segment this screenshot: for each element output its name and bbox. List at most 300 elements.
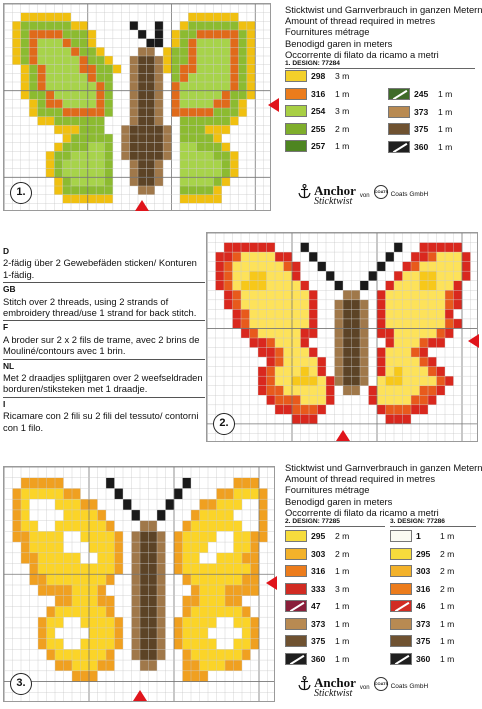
- stitch-cell: [213, 39, 221, 48]
- stitch-cell: [149, 606, 158, 617]
- thread-row: [285, 616, 359, 632]
- stitch-cell: [230, 21, 238, 30]
- stitch-cell: [130, 169, 138, 178]
- stitch-cell: [29, 82, 37, 91]
- stitch-cell: [222, 39, 230, 48]
- stitch-cell: [138, 160, 146, 169]
- stitch-cell: [72, 510, 81, 521]
- stitch-cell: [188, 30, 196, 39]
- stitch-cell: [217, 531, 226, 542]
- stitch-cell: [437, 252, 446, 262]
- stitch-cell: [105, 186, 113, 195]
- stitch-cell: [21, 542, 30, 553]
- stitch-cell: [309, 405, 318, 415]
- stitch-cell: [55, 521, 64, 532]
- stitch-cell: [55, 649, 64, 660]
- stitch-cell: [155, 21, 163, 30]
- thread-swatch: [390, 618, 412, 630]
- stitch-cell: [420, 243, 429, 253]
- stitch-cell: [267, 281, 276, 291]
- stitch-cell: [394, 271, 403, 281]
- stitch-cell: [54, 82, 62, 91]
- stitch-cell: [81, 521, 90, 532]
- stitch-cell: [72, 499, 81, 510]
- stitch-cell: [200, 574, 209, 585]
- backstitch-mark: [290, 602, 304, 612]
- stitch-cell: [258, 243, 267, 253]
- stitch-cell: [200, 617, 209, 628]
- stitch-cell: [437, 309, 446, 319]
- stitch-cell: [386, 252, 395, 262]
- stitch-cell: [360, 300, 369, 310]
- stitch-cell: [222, 151, 230, 160]
- stitch-cell: [157, 596, 166, 607]
- stitch-cell: [163, 151, 171, 160]
- stitch-cell: [309, 357, 318, 367]
- stitch-cell: [200, 660, 209, 671]
- stitch-cell: [64, 574, 73, 585]
- stitch-cell: [454, 271, 463, 281]
- stitch-cell: [21, 39, 29, 48]
- stitch-cell: [318, 386, 327, 396]
- stitch-cell: [105, 108, 113, 117]
- stitch-cell: [197, 91, 205, 100]
- stitch-cell: [222, 13, 230, 22]
- stitch-cell: [445, 300, 454, 310]
- stitch-cell: [63, 125, 71, 134]
- stitch-cell: [205, 186, 213, 195]
- stitch-cell: [115, 553, 124, 564]
- stitch-cell: [403, 395, 412, 405]
- stitch-cell: [71, 21, 79, 30]
- stitch-cell: [239, 47, 247, 56]
- stitch-cell: [343, 376, 352, 386]
- stitch-cell: [146, 108, 154, 117]
- stitch-cell: [71, 186, 79, 195]
- stitch-cell: [29, 65, 37, 74]
- stitch-cell: [63, 91, 71, 100]
- stitch-cell: [420, 319, 429, 329]
- stitch-cell: [234, 585, 243, 596]
- stitch-cell: [403, 290, 412, 300]
- stitch-cell: [96, 169, 104, 178]
- stitch-cell: [428, 290, 437, 300]
- stitch-cell: [217, 639, 226, 650]
- stitch-cell: [183, 553, 192, 564]
- stitch-cell: [54, 160, 62, 169]
- stitch-cell: [242, 564, 251, 575]
- stitch-cell: [454, 262, 463, 272]
- stitch-cell: [71, 39, 79, 48]
- stitch-cell: [217, 521, 226, 532]
- stitch-cell: [259, 499, 268, 510]
- stitch-cell: [258, 309, 267, 319]
- stitch-cell: [72, 564, 81, 575]
- stitch-cell: [275, 367, 284, 377]
- stitch-cell: [343, 309, 352, 319]
- thread-length: 2 m: [335, 531, 350, 541]
- stitch-cell: [47, 574, 56, 585]
- stitch-cell: [411, 348, 420, 358]
- stitch-cell: [146, 143, 154, 152]
- stitch-cell: [197, 82, 205, 91]
- thread-swatch: [390, 635, 412, 647]
- stitch-cell: [213, 91, 221, 100]
- stitch-cell: [13, 510, 22, 521]
- stitch-cell: [183, 628, 192, 639]
- stitch-cell: [309, 319, 318, 329]
- stitch-cell: [250, 309, 259, 319]
- stitch-cell: [343, 319, 352, 329]
- stitch-cell: [292, 357, 301, 367]
- center-marker-2-bottom: [336, 430, 350, 441]
- thread-swatch: [388, 106, 410, 118]
- stitch-cell: [64, 617, 73, 628]
- thread-swatch: [390, 548, 412, 560]
- stitch-cell: [132, 617, 141, 628]
- stitch-cell: [54, 125, 62, 134]
- stitch-cell: [239, 30, 247, 39]
- center-marker-3-right: [266, 576, 277, 590]
- stitch-cell: [284, 252, 293, 262]
- stitch-cell: [309, 395, 318, 405]
- stitch-cell: [71, 82, 79, 91]
- stitch-cell: [217, 628, 226, 639]
- stitch-cell: [437, 328, 446, 338]
- stitch-cell: [106, 542, 115, 553]
- stitch-cell: [386, 357, 395, 367]
- stitch-cell: [140, 660, 149, 671]
- stitch-cell: [200, 521, 209, 532]
- stitch-cell: [21, 56, 29, 65]
- stitch-cell: [394, 338, 403, 348]
- stitch-cell: [250, 319, 259, 329]
- stitch-cell: [205, 73, 213, 82]
- thread-row: [285, 138, 359, 154]
- stitch-cell: [188, 186, 196, 195]
- stitch-cell: [105, 73, 113, 82]
- stitch-cell: [180, 151, 188, 160]
- stitch-cell: [106, 574, 115, 585]
- thread-swatch: [285, 653, 307, 665]
- stitch-cell: [38, 73, 46, 82]
- stitch-cell: [155, 134, 163, 143]
- stitch-cell: [155, 160, 163, 169]
- stitch-cell: [132, 531, 141, 542]
- stitch-cell: [200, 639, 209, 650]
- stitch-cell: [222, 143, 230, 152]
- stitch-cell: [428, 328, 437, 338]
- stitch-cell: [386, 367, 395, 377]
- stitch-cell: [140, 521, 149, 532]
- stitch-cell: [445, 319, 454, 329]
- stitch-cell: [292, 262, 301, 272]
- stitch-cell: [301, 367, 310, 377]
- stitch-cell: [247, 21, 255, 30]
- stitch-cell: [157, 639, 166, 650]
- stitch-cell: [386, 319, 395, 329]
- stitch-cell: [106, 596, 115, 607]
- stitch-cell: [72, 660, 81, 671]
- stitch-cell: [428, 395, 437, 405]
- stitch-cell: [79, 134, 87, 143]
- stitch-cell: [222, 65, 230, 74]
- stitch-cell: [309, 386, 318, 396]
- stitch-cell: [98, 606, 107, 617]
- stitch-cell: [301, 414, 310, 424]
- stitch-cell: [437, 386, 446, 396]
- stitch-cell: [250, 262, 259, 272]
- stitch-cell: [251, 564, 260, 575]
- stitch-cell: [55, 596, 64, 607]
- stitch-cell: [225, 660, 234, 671]
- stitch-cell: [146, 56, 154, 65]
- stitch-cell: [21, 499, 30, 510]
- stitch-cell: [411, 262, 420, 272]
- stitch-cell: [157, 628, 166, 639]
- stitch-cell: [64, 585, 73, 596]
- stitch-cell: [213, 65, 221, 74]
- stitch-cell: [301, 386, 310, 396]
- stitch-cell: [403, 281, 412, 291]
- stitch-cell: [292, 328, 301, 338]
- stitch-cell: [64, 639, 73, 650]
- stitch-cell: [13, 488, 22, 499]
- stitch-cell: [247, 91, 255, 100]
- stitch-cell: [149, 531, 158, 542]
- stitch-cell: [360, 319, 369, 329]
- stitch-cell: [89, 606, 98, 617]
- stitch-cell: [428, 300, 437, 310]
- stitch-cell: [222, 21, 230, 30]
- stitch-cell: [71, 65, 79, 74]
- stitch-cell: [149, 553, 158, 564]
- stitch-cell: [420, 348, 429, 358]
- stitch-cell: [301, 300, 310, 310]
- stitch-cell: [377, 367, 386, 377]
- stitch-cell: [301, 290, 310, 300]
- stitch-cell: [130, 108, 138, 117]
- stitch-cell: [188, 177, 196, 186]
- stitch-cell: [63, 117, 71, 126]
- stitch-cell: [394, 309, 403, 319]
- thread-swatch: [285, 105, 307, 117]
- stitch-cell: [377, 357, 386, 367]
- stitch-cell: [72, 521, 81, 532]
- stitch-cell: [284, 338, 293, 348]
- stitch-cell: [47, 628, 56, 639]
- stitch-cell: [146, 160, 154, 169]
- stitch-cell: [46, 169, 54, 178]
- stitch-cell: [54, 13, 62, 22]
- stitch-cell: [197, 47, 205, 56]
- design-2-label: 2. DESIGN: 77285: [285, 518, 385, 527]
- stitch-cell: [222, 82, 230, 91]
- stitch-cell: [89, 542, 98, 553]
- stitch-cell: [197, 108, 205, 117]
- stitch-cell: [241, 309, 250, 319]
- stitch-cell: [208, 521, 217, 532]
- thread-swatch: [285, 600, 307, 612]
- chart-3-grid: [4, 467, 275, 702]
- stitch-cell: [200, 596, 209, 607]
- stitch-cell: [394, 376, 403, 386]
- stitch-cell: [301, 319, 310, 329]
- stitch-cell: [55, 542, 64, 553]
- stitch-cell: [258, 281, 267, 291]
- stitch-cell: [105, 143, 113, 152]
- stitch-cell: [146, 65, 154, 74]
- stitch-cell: [98, 585, 107, 596]
- stitch-cell: [38, 531, 47, 542]
- stitch-cell: [205, 39, 213, 48]
- stitch-cell: [428, 252, 437, 262]
- stitch-cell: [377, 405, 386, 415]
- center-marker-1-bottom: [135, 200, 149, 211]
- stitch-cell: [174, 628, 183, 639]
- stitch-cell: [259, 488, 268, 499]
- stitch-cell: [106, 649, 115, 660]
- stitch-cell: [113, 65, 121, 74]
- stitch-cell: [343, 300, 352, 310]
- stitch-cell: [428, 338, 437, 348]
- stitch-cell: [335, 281, 344, 291]
- stitch-cell: [155, 65, 163, 74]
- stitch-cell: [222, 99, 230, 108]
- stitch-cell: [205, 134, 213, 143]
- stitch-cell: [146, 117, 154, 126]
- stitch-cell: [241, 319, 250, 329]
- stitch-cell: [174, 617, 183, 628]
- stitch-cell: [71, 134, 79, 143]
- stitch-cell: [241, 281, 250, 291]
- stitch-cell: [205, 177, 213, 186]
- stitch-cell: [183, 606, 192, 617]
- stitch-cell: [267, 252, 276, 262]
- stitch-cell: [38, 617, 47, 628]
- stitch-cell: [208, 628, 217, 639]
- stitch-cell: [146, 169, 154, 178]
- stitch-cell: [63, 160, 71, 169]
- stitch-cell: [343, 386, 352, 396]
- stitch-cell: [55, 660, 64, 671]
- stitch-cell: [88, 186, 96, 195]
- stitch-cell: [445, 376, 454, 386]
- stitch-cell: [172, 82, 180, 91]
- stitch-cell: [180, 160, 188, 169]
- stitch-cell: [12, 47, 20, 56]
- thread-length: 3 m: [335, 71, 350, 81]
- stitch-cell: [188, 151, 196, 160]
- stitch-cell: [38, 488, 47, 499]
- stitch-cell: [267, 376, 276, 386]
- stitch-cell: [55, 639, 64, 650]
- stitch-cell: [183, 478, 192, 489]
- stitch-cell: [115, 542, 124, 553]
- stitch-cell: [115, 628, 124, 639]
- thread-code: 245: [414, 89, 429, 99]
- stitch-cell: [180, 82, 188, 91]
- stitch-cell: [138, 177, 146, 186]
- stitch-cell: [258, 271, 267, 281]
- stitch-cell: [106, 617, 115, 628]
- stitch-cell: [411, 328, 420, 338]
- stitch-cell: [420, 309, 429, 319]
- thread-swatch: [388, 123, 410, 135]
- stitch-cell: [200, 553, 209, 564]
- stitch-cell: [250, 281, 259, 291]
- stitch-cell: [72, 628, 81, 639]
- stitch-cell: [138, 82, 146, 91]
- stitch-cell: [208, 649, 217, 660]
- stitch-cell: [386, 405, 395, 415]
- center-marker-3-bottom: [133, 690, 147, 701]
- stitch-cell: [55, 628, 64, 639]
- stitch-cell: [88, 91, 96, 100]
- stitch-cell: [89, 660, 98, 671]
- stitch-cell: [239, 21, 247, 30]
- thread-code: 373: [311, 618, 326, 629]
- stitch-cell: [121, 151, 129, 160]
- stitch-cell: [188, 160, 196, 169]
- stitch-cell: [81, 574, 90, 585]
- stitch-cell: [12, 21, 20, 30]
- stitch-cell: [242, 542, 251, 553]
- stitch-cell: [140, 639, 149, 650]
- stitch-cell: [403, 300, 412, 310]
- stitch-cell: [326, 395, 335, 405]
- stitch-cell: [242, 649, 251, 660]
- stitch-cell: [216, 252, 225, 262]
- stitch-cell: [140, 553, 149, 564]
- stitch-cell: [213, 169, 221, 178]
- stitch-cell: [29, 91, 37, 100]
- stitch-cell: [140, 649, 149, 660]
- stitch-cell: [437, 376, 446, 386]
- stitch-cell: [38, 499, 47, 510]
- thread-row: [390, 546, 464, 562]
- stitch-cell: [267, 338, 276, 348]
- stitch-cell: [89, 521, 98, 532]
- stitch-cell: [377, 386, 386, 396]
- stitch-cell: [46, 99, 54, 108]
- stitch-cell: [96, 82, 104, 91]
- stitch-cell: [394, 328, 403, 338]
- stitch-cell: [403, 357, 412, 367]
- stitch-cell: [251, 521, 260, 532]
- stitch-cell: [275, 386, 284, 396]
- stitch-cell: [420, 262, 429, 272]
- stitch-cell: [225, 639, 234, 650]
- stitch-cell: [54, 117, 62, 126]
- stitch-cell: [234, 521, 243, 532]
- stitch-cell: [191, 564, 200, 575]
- stitch-cell: [217, 510, 226, 521]
- stitch-cell: [55, 510, 64, 521]
- stitch-cell: [115, 488, 124, 499]
- stitch-cell: [46, 21, 54, 30]
- stitch-cell: [71, 56, 79, 65]
- stitch-cell: [79, 125, 87, 134]
- stitch-cell: [403, 386, 412, 396]
- stitch-cell: [208, 531, 217, 542]
- stitch-cell: [172, 65, 180, 74]
- center-marker-2-right: [468, 334, 479, 348]
- stitch-cell: [63, 82, 71, 91]
- stitch-cell: [213, 143, 221, 152]
- stitch-cell: [251, 628, 260, 639]
- stitch-cell: [47, 617, 56, 628]
